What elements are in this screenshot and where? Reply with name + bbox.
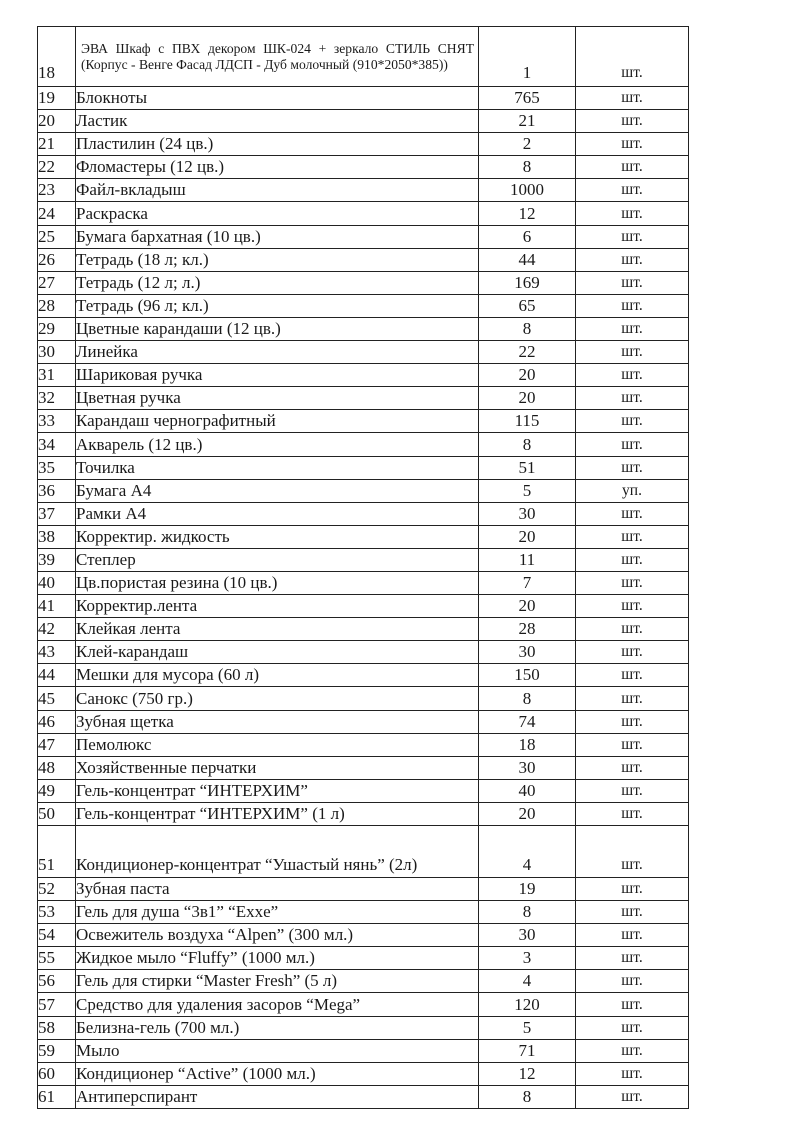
item-unit: шт.: [576, 641, 689, 664]
item-unit: шт.: [576, 618, 689, 641]
item-name: Клей-карандаш: [76, 641, 479, 664]
item-unit: шт.: [576, 548, 689, 571]
item-unit: шт.: [576, 802, 689, 825]
item-number: 25: [38, 225, 76, 248]
item-number: 61: [38, 1085, 76, 1108]
item-quantity: 8: [479, 433, 576, 456]
item-name: Клейкая лента: [76, 618, 479, 641]
item-number: 51: [38, 826, 76, 878]
item-number: 21: [38, 133, 76, 156]
item-name: Бумага А4: [76, 479, 479, 502]
item-name: Антиперспирант: [76, 1085, 479, 1108]
item-number: 23: [38, 179, 76, 202]
table-row: [38, 571, 689, 594]
item-quantity: 5: [479, 479, 576, 502]
item-quantity: 40: [479, 779, 576, 802]
item-quantity: 19: [479, 878, 576, 901]
item-quantity: 71: [479, 1039, 576, 1062]
item-number: 56: [38, 970, 76, 993]
item-number: 29: [38, 317, 76, 340]
item-number: 38: [38, 525, 76, 548]
item-unit: шт.: [576, 248, 689, 271]
item-quantity: 30: [479, 756, 576, 779]
item-number: 28: [38, 294, 76, 317]
item-name: Кондиционер-концентрат “Ушастый нянь” (2л): [76, 826, 479, 878]
item-name: Тетрадь (96 л; кл.): [76, 294, 479, 317]
item-number: 54: [38, 924, 76, 947]
table-row: [38, 970, 689, 993]
item-unit: шт.: [576, 179, 689, 202]
item-unit: шт.: [576, 756, 689, 779]
item-quantity: 4: [479, 970, 576, 993]
item-unit: шт.: [576, 156, 689, 179]
item-quantity: 8: [479, 317, 576, 340]
item-name: Корректир.лента: [76, 595, 479, 618]
item-unit: шт.: [576, 364, 689, 387]
table-row: [38, 110, 689, 133]
table-row: [38, 687, 689, 710]
item-quantity: 1000: [479, 179, 576, 202]
item-number: 57: [38, 993, 76, 1016]
item-unit: шт.: [576, 571, 689, 594]
table-row: [38, 1085, 689, 1108]
table-row: [38, 27, 689, 87]
table-row: [38, 294, 689, 317]
item-name: Бумага бархатная (10 цв.): [76, 225, 479, 248]
item-name: Гель-концентрат “ИНТЕРХИМ”: [76, 779, 479, 802]
item-name: Хозяйственные перчатки: [76, 756, 479, 779]
item-number: 32: [38, 387, 76, 410]
item-number: 18: [38, 27, 76, 87]
item-quantity: 51: [479, 456, 576, 479]
table-row: [38, 133, 689, 156]
item-name: Пластилин (24 цв.): [76, 133, 479, 156]
item-quantity: 28: [479, 618, 576, 641]
table-row: [38, 156, 689, 179]
item-quantity: 20: [479, 387, 576, 410]
item-name: Карандаш чернографитный: [76, 410, 479, 433]
item-quantity: 4: [479, 826, 576, 878]
item-number: 43: [38, 641, 76, 664]
table-row: [38, 993, 689, 1016]
item-unit: шт.: [576, 110, 689, 133]
item-unit: шт.: [576, 947, 689, 970]
item-name: Цветные карандаши (12 цв.): [76, 317, 479, 340]
item-unit: шт.: [576, 710, 689, 733]
item-name: Гель-концентрат “ИНТЕРХИМ” (1 л): [76, 802, 479, 825]
item-quantity: 30: [479, 924, 576, 947]
item-quantity: 20: [479, 595, 576, 618]
table-row: [38, 548, 689, 571]
item-number: 58: [38, 1016, 76, 1039]
item-number: 30: [38, 341, 76, 364]
item-unit: шт.: [576, 993, 689, 1016]
item-number: 55: [38, 947, 76, 970]
table-row: [38, 433, 689, 456]
item-unit: шт.: [576, 1016, 689, 1039]
item-unit: шт.: [576, 133, 689, 156]
item-name: Жидкое мыло “Fluffy” (1000 мл.): [76, 947, 479, 970]
item-name: Освежитель воздуха “Alpen” (300 мл.): [76, 924, 479, 947]
item-quantity: 12: [479, 1062, 576, 1085]
table-row: [38, 317, 689, 340]
table-row: [38, 901, 689, 924]
item-number: 53: [38, 901, 76, 924]
table-row: [38, 364, 689, 387]
item-quantity: 8: [479, 901, 576, 924]
item-unit: шт.: [576, 87, 689, 110]
table-row: [38, 779, 689, 802]
table-row: [38, 387, 689, 410]
item-name: Акварель (12 цв.): [76, 433, 479, 456]
item-number: 41: [38, 595, 76, 618]
item-number: 19: [38, 87, 76, 110]
item-number: 49: [38, 779, 76, 802]
item-quantity: 2: [479, 133, 576, 156]
table-row: [38, 826, 689, 878]
inventory-table-body: [38, 27, 689, 1109]
item-name: Зубная щетка: [76, 710, 479, 733]
item-quantity: 12: [479, 202, 576, 225]
item-number: 46: [38, 710, 76, 733]
item-name: Файл-вкладыш: [76, 179, 479, 202]
item-number: 52: [38, 878, 76, 901]
item-quantity: 65: [479, 294, 576, 317]
item-name: Цветная ручка: [76, 387, 479, 410]
table-row: [38, 733, 689, 756]
item-unit: шт.: [576, 27, 689, 87]
table-row: [38, 756, 689, 779]
item-unit: шт.: [576, 456, 689, 479]
item-quantity: 7: [479, 571, 576, 594]
item-number: 31: [38, 364, 76, 387]
item-number: 50: [38, 802, 76, 825]
item-quantity: 5: [479, 1016, 576, 1039]
item-unit: шт.: [576, 271, 689, 294]
item-name: Корректир. жидкость: [76, 525, 479, 548]
item-quantity: 120: [479, 993, 576, 1016]
item-number: 36: [38, 479, 76, 502]
table-row: [38, 1039, 689, 1062]
item-unit: шт.: [576, 317, 689, 340]
item-quantity: 169: [479, 271, 576, 294]
item-number: 24: [38, 202, 76, 225]
item-name: Тетрадь (18 л; кл.): [76, 248, 479, 271]
item-quantity: 20: [479, 364, 576, 387]
item-name: Гель для стирки “Master Fresh” (5 л): [76, 970, 479, 993]
item-quantity: 20: [479, 802, 576, 825]
item-number: 35: [38, 456, 76, 479]
item-unit: шт.: [576, 294, 689, 317]
item-unit: шт.: [576, 878, 689, 901]
item-name: Точилка: [76, 456, 479, 479]
item-unit: шт.: [576, 1039, 689, 1062]
table-row: [38, 1062, 689, 1085]
item-number: 40: [38, 571, 76, 594]
table-row: [38, 456, 689, 479]
item-name: Санокс (750 гр.): [76, 687, 479, 710]
table-row: [38, 479, 689, 502]
table-row: [38, 410, 689, 433]
item-name: Белизна-гель (700 мл.): [76, 1016, 479, 1039]
table-row: [38, 1016, 689, 1039]
item-name: Гель для душа “3в1” “Exxe”: [76, 901, 479, 924]
item-number: 59: [38, 1039, 76, 1062]
item-unit: шт.: [576, 970, 689, 993]
item-number: 37: [38, 502, 76, 525]
item-unit: шт.: [576, 687, 689, 710]
item-unit: шт.: [576, 225, 689, 248]
table-row: [38, 525, 689, 548]
item-quantity: 6: [479, 225, 576, 248]
item-unit: шт.: [576, 433, 689, 456]
table-row: [38, 595, 689, 618]
item-number: 39: [38, 548, 76, 571]
item-name: Раскраска: [76, 202, 479, 225]
item-quantity: 11: [479, 548, 576, 571]
item-name: Средство для удаления засоров “Mega”: [76, 993, 479, 1016]
item-name: Фломастеры (12 цв.): [76, 156, 479, 179]
item-name: Линейка: [76, 341, 479, 364]
item-name: Рамки А4: [76, 502, 479, 525]
item-name: Зубная паста: [76, 878, 479, 901]
item-unit: шт.: [576, 733, 689, 756]
table-row: [38, 924, 689, 947]
item-unit: шт.: [576, 826, 689, 878]
item-quantity: 3: [479, 947, 576, 970]
item-number: 42: [38, 618, 76, 641]
item-number: 44: [38, 664, 76, 687]
table-row: [38, 618, 689, 641]
item-number: 33: [38, 410, 76, 433]
item-unit: шт.: [576, 525, 689, 548]
table-row: [38, 710, 689, 733]
item-name: ЭВА Шкаф с ПВХ декором ШК-024 + зеркало СТИЛЬ СНЯТ (Корпус - Венге Фасад ЛДСП - Дуб молочный (910*2050*385)): [76, 27, 479, 87]
item-name: Кондиционер “Active” (1000 мл.): [76, 1062, 479, 1085]
item-name: Мыло: [76, 1039, 479, 1062]
inventory-table: [37, 26, 689, 1109]
table-row: [38, 248, 689, 271]
table-row: [38, 664, 689, 687]
item-name: Степлер: [76, 548, 479, 571]
item-quantity: 30: [479, 502, 576, 525]
item-name: Пемолюкс: [76, 733, 479, 756]
item-name: Шариковая ручка: [76, 364, 479, 387]
item-unit: шт.: [576, 341, 689, 364]
item-number: 22: [38, 156, 76, 179]
item-name: Ластик: [76, 110, 479, 133]
table-row: [38, 202, 689, 225]
item-number: 48: [38, 756, 76, 779]
item-quantity: 150: [479, 664, 576, 687]
item-number: 26: [38, 248, 76, 271]
item-quantity: 21: [479, 110, 576, 133]
item-quantity: 8: [479, 156, 576, 179]
item-number: 60: [38, 1062, 76, 1085]
item-name: Мешки для мусора (60 л): [76, 664, 479, 687]
table-row: [38, 179, 689, 202]
table-row: [38, 878, 689, 901]
item-number: 34: [38, 433, 76, 456]
item-unit: шт.: [576, 1085, 689, 1108]
item-name: Блокноты: [76, 87, 479, 110]
item-number: 27: [38, 271, 76, 294]
table-row: [38, 947, 689, 970]
item-quantity: 1: [479, 27, 576, 87]
item-unit: шт.: [576, 664, 689, 687]
item-quantity: 765: [479, 87, 576, 110]
item-quantity: 30: [479, 641, 576, 664]
item-unit: шт.: [576, 410, 689, 433]
table-row: [38, 802, 689, 825]
item-quantity: 8: [479, 687, 576, 710]
item-quantity: 74: [479, 710, 576, 733]
item-quantity: 115: [479, 410, 576, 433]
item-unit: шт.: [576, 387, 689, 410]
table-row: [38, 225, 689, 248]
item-quantity: 8: [479, 1085, 576, 1108]
table-row: [38, 271, 689, 294]
item-quantity: 44: [479, 248, 576, 271]
item-unit: шт.: [576, 901, 689, 924]
item-unit: шт.: [576, 595, 689, 618]
item-quantity: 20: [479, 525, 576, 548]
item-unit: шт.: [576, 502, 689, 525]
item-unit: уп.: [576, 479, 689, 502]
item-unit: шт.: [576, 202, 689, 225]
table-row: [38, 502, 689, 525]
table-row: [38, 641, 689, 664]
table-row: [38, 341, 689, 364]
item-number: 20: [38, 110, 76, 133]
item-number: 45: [38, 687, 76, 710]
item-name: Цв.пористая резина (10 цв.): [76, 571, 479, 594]
item-unit: шт.: [576, 779, 689, 802]
item-quantity: 22: [479, 341, 576, 364]
table-row: [38, 87, 689, 110]
item-quantity: 18: [479, 733, 576, 756]
item-unit: шт.: [576, 1062, 689, 1085]
item-number: 47: [38, 733, 76, 756]
item-name: Тетрадь (12 л; л.): [76, 271, 479, 294]
inventory-page: [37, 26, 688, 1109]
item-unit: шт.: [576, 924, 689, 947]
